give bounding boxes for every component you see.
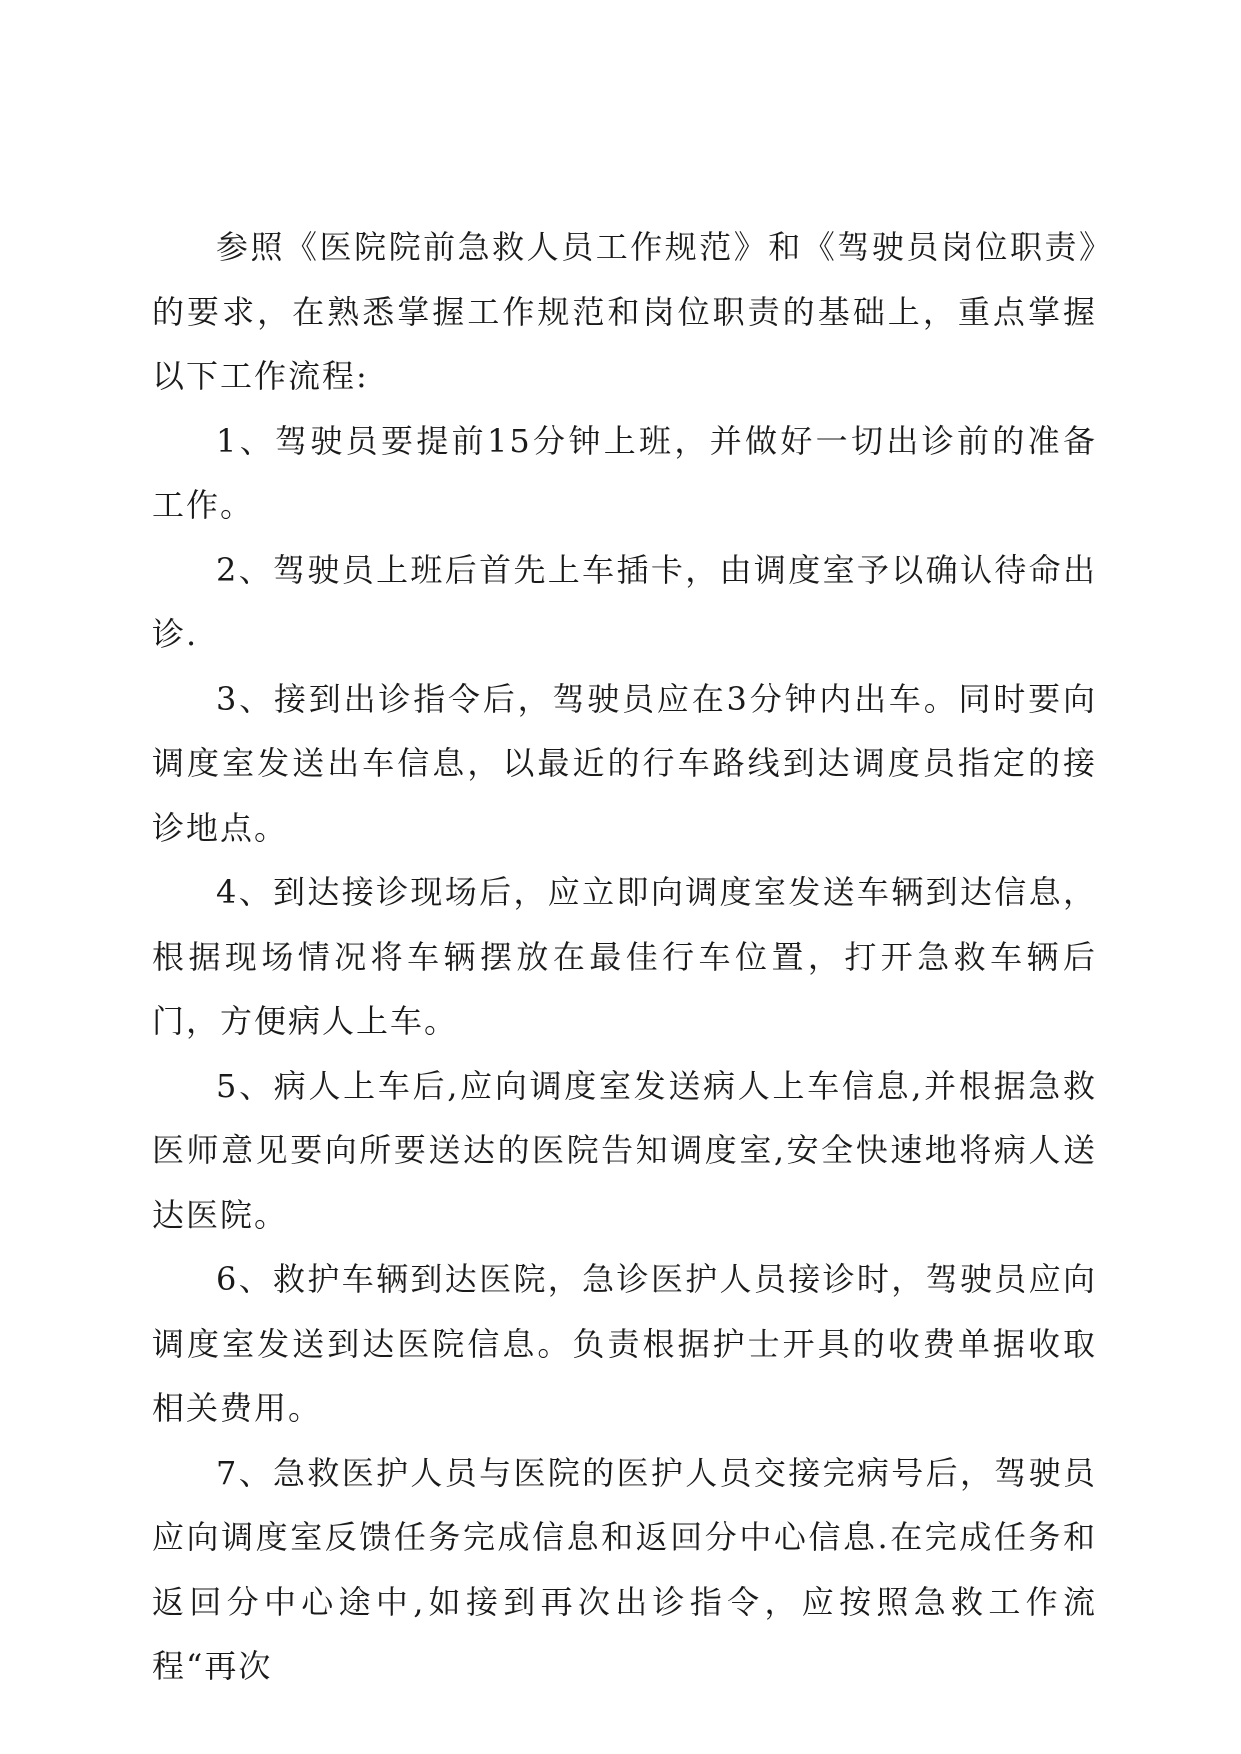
paragraph-step-1: 1、驾驶员要提前15分钟上班，并做好一切出诊前的准备工作。 <box>152 421 1097 524</box>
paragraph-step-5: 5、病人上车后,应向调度室发送病人上车信息,并根据急救医师意见要向所要送达的医院告知调度室,安全快速地将病人送达医院。 <box>152 1066 1097 1234</box>
paragraph-intro: 参照《医院院前急救人员工作规范》和《驾驶员岗位职责》的要求，在熟悉掌握工作规范和岗位职责的基础上，重点掌握以下工作流程: <box>152 228 1097 395</box>
document-body <box>152 215 1097 1699</box>
paragraph-step-7: 7、急救医护人员与医院的医护人员交接完病号后，驾驶员应向调度室反馈任务完成信息和返回分中心信息.在完成任务和返回分中心途中,如接到再次出诊指令，应按照急救工作流程“再次 <box>152 1453 1097 1685</box>
paragraph-step-2: 2、驾驶员上班后首先上车插卡，由调度室予以确认待命出诊. <box>152 550 1097 653</box>
paragraph-step-6: 6、救护车辆到达医院，急诊医护人员接诊时，驾驶员应向调度室发送到达医院信息。负责根据护士开具的收费单据收取相关费用。 <box>152 1260 1097 1427</box>
paragraph-step-3: 3、接到出诊指令后，驾驶员应在3分钟内出车。同时要向调度室发送出车信息，以最近的行车路线到达调度员指定的接诊地点。 <box>152 679 1097 847</box>
paragraph-step-4: 4、到达接诊现场后，应立即向调度室发送车辆到达信息，根据现场情况将车辆摆放在最佳行车位置，打开急救车辆后门，方便病人上车。 <box>152 873 1097 1040</box>
